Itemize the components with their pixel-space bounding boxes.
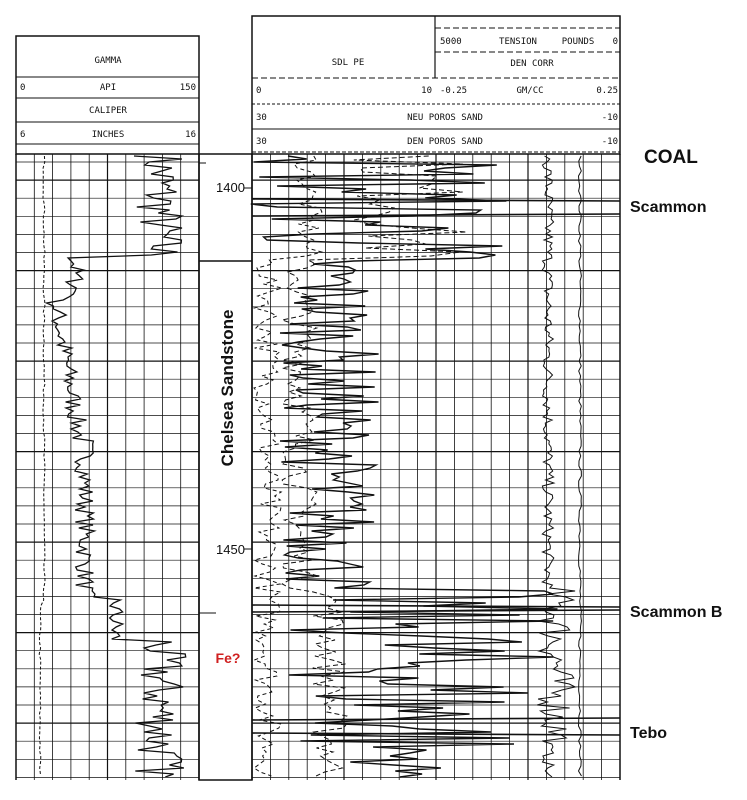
- density-correction-curve: [537, 156, 575, 777]
- gamma-scale-min: 0: [20, 83, 26, 93]
- gamma-ray-curve: [47, 156, 186, 777]
- pe-title: SDL PE: [331, 58, 365, 68]
- iron-note-label: Fe?: [215, 650, 241, 666]
- den-title: DEN POROS SAND: [407, 137, 483, 147]
- caliper-curve: [39, 156, 45, 774]
- formation-top-scammon-b: Scammon B: [630, 604, 723, 621]
- pe-curve: [254, 156, 322, 776]
- gamma-title: GAMMA: [94, 56, 122, 66]
- caliper-scale-max: 16: [185, 130, 196, 140]
- coal-heading: COAL: [644, 147, 698, 168]
- tension-scale-max: 0: [612, 37, 618, 47]
- tension-scale-min: 5000: [440, 37, 462, 47]
- neu-scale-min: 30: [256, 113, 267, 123]
- den-scale-min: 30: [256, 137, 267, 147]
- dencorr-unit: GM/CC: [516, 86, 544, 96]
- pe-scale-min: 0: [256, 86, 262, 96]
- tension-unit: POUNDS: [561, 37, 595, 47]
- dencorr-title: DEN CORR: [510, 59, 554, 69]
- tension-curve: [579, 156, 582, 776]
- depth-label-1400: 1400: [216, 180, 245, 195]
- caliper-title: CALIPER: [89, 106, 127, 116]
- chelsea-sandstone-label: Chelsea Sandstone: [218, 309, 237, 467]
- formation-top-scammon: Scammon: [630, 199, 707, 216]
- depth-label-1450: 1450: [216, 542, 245, 557]
- formation-top-tebo: Tebo: [630, 725, 668, 742]
- dencorr-scale-min: -0.25: [440, 86, 468, 96]
- neu-scale-max: -10: [601, 113, 618, 123]
- neu-title: NEU POROS SAND: [407, 113, 483, 123]
- left-track-grid: [16, 154, 199, 780]
- caliper-unit: INCHES: [91, 130, 125, 140]
- tension-title: TENSION: [499, 37, 537, 47]
- dencorr-scale-max: 0.25: [596, 86, 618, 96]
- pe-scale-max: 10: [421, 86, 432, 96]
- density-porosity-curve: [251, 156, 558, 777]
- gamma-scale-max: 150: [179, 83, 196, 93]
- gamma-unit: API: [99, 83, 117, 93]
- den-scale-max: -10: [601, 137, 618, 147]
- caliper-scale-min: 6: [20, 130, 26, 140]
